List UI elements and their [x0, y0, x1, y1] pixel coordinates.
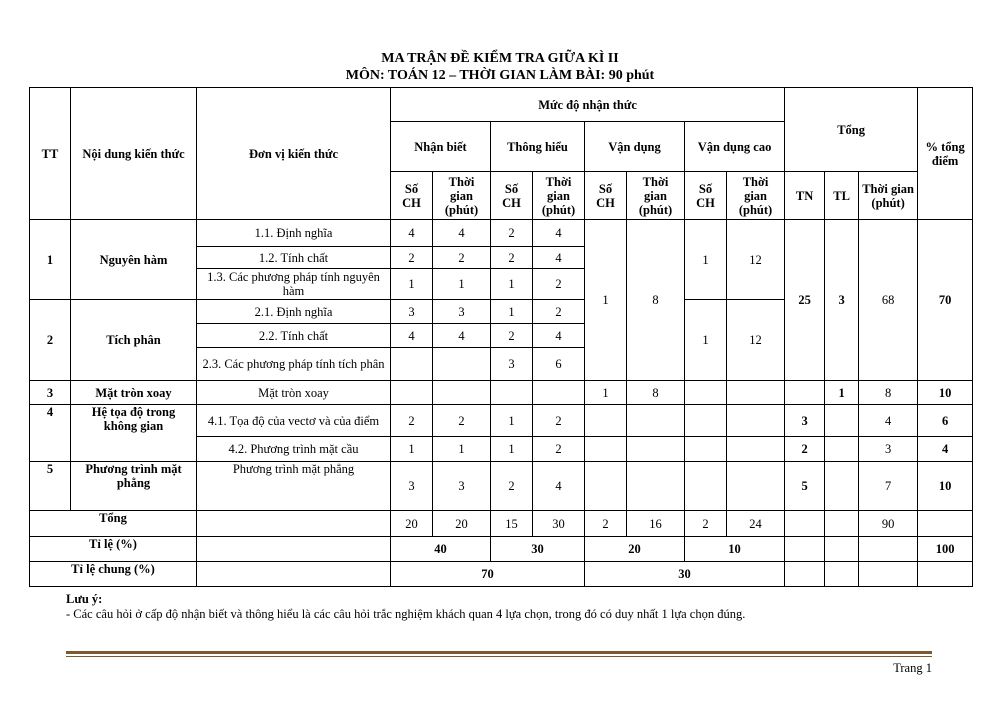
table-row	[30, 381, 973, 405]
row-unit: 1.1. Định nghĩa	[197, 220, 391, 247]
cell-pct: 4	[918, 437, 973, 462]
row-unit: 4.2. Phương trình mặt cầu	[197, 437, 391, 462]
header-time-total: Thời gian (phút)	[859, 172, 918, 220]
row-unit: 1.2. Tính chất	[197, 247, 391, 269]
cell-time: 68	[859, 220, 918, 381]
row-tt: 3	[30, 381, 71, 405]
cell-time: 8	[859, 381, 918, 405]
row-tt: 1	[30, 220, 71, 300]
header-th-soch: Số CH	[491, 172, 533, 220]
row-content: Nguyên hàm	[71, 220, 197, 300]
header-pct: % tổng điểm	[918, 88, 973, 220]
cell-pct: 10	[918, 462, 973, 511]
ratio-pct: 100	[918, 537, 973, 562]
cell-nb-t: 1	[433, 269, 491, 300]
cell-nb-t	[433, 348, 491, 381]
footer-rule-thin	[66, 656, 932, 657]
cell-time: 4	[859, 405, 918, 437]
total-th-t: 30	[533, 511, 585, 537]
total-th-ch: 15	[491, 511, 533, 537]
assessment-matrix-table	[29, 87, 973, 587]
cell-tn: 25	[785, 220, 825, 381]
header-th: Thông hiểu	[491, 122, 585, 172]
cell-pct: 10	[918, 381, 973, 405]
header-unit: Đơn vị kiến thức	[197, 88, 391, 220]
cell-th-t: 2	[533, 405, 585, 437]
row-content: Tích phân	[71, 300, 197, 381]
cell-th-t: 2	[533, 269, 585, 300]
header-nb-time: Thời gian (phút)	[433, 172, 491, 220]
row-content: Phương trình mặt phẳng	[71, 462, 197, 511]
cell-th-t: 4	[533, 220, 585, 247]
cell-nb-ch: 2	[391, 247, 433, 269]
cell-nb-t: 3	[433, 462, 491, 511]
notes-line: - Các câu hỏi ở cấp độ nhận biết và thông hiểu là các câu hỏi trắc nghiệm khách quan 4 lựa chọn, trong đó có duy nhất 1 lựa chọn đúng.	[66, 607, 746, 621]
cell-nb-t: 4	[433, 324, 491, 348]
cell-th-ch: 1	[491, 405, 533, 437]
total-vd-t: 16	[627, 511, 685, 537]
cell-vdc-ch: 1	[685, 220, 727, 300]
cell-vdc-ch: 1	[685, 300, 727, 381]
total-nb-ch: 20	[391, 511, 433, 537]
total-vdc-ch: 2	[685, 511, 727, 537]
cell-tl: 3	[825, 220, 859, 381]
cell-th-ch: 1	[491, 269, 533, 300]
row-unit: 1.3. Các phương pháp tính nguyên hàm	[197, 269, 391, 300]
cell-nb-t: 1	[433, 437, 491, 462]
header-vdc: Vận dụng cao	[685, 122, 785, 172]
ratio-label: Tỉ lệ (%)	[30, 537, 197, 562]
cell-vd-ch: 1	[585, 220, 627, 381]
header-vdc-time: Thời gian (phút)	[727, 172, 785, 220]
cell-vd-ch: 1	[585, 381, 627, 405]
cell-th-ch: 1	[491, 300, 533, 324]
table-row	[30, 220, 973, 247]
header-tl: TL	[825, 172, 859, 220]
total-nb-t: 20	[433, 511, 491, 537]
header-nb-soch: Số CH	[391, 172, 433, 220]
footer-rule	[66, 651, 932, 654]
table-row	[30, 405, 973, 437]
row-content: Mặt tròn xoay	[71, 381, 197, 405]
total-vd-ch: 2	[585, 511, 627, 537]
cell-nb-ch: 2	[391, 405, 433, 437]
row-content: Hệ tọa độ trong không gian	[71, 405, 197, 462]
document-title: MA TRẬN ĐỀ KIỂM TRA GIỮA KÌ II	[381, 51, 619, 66]
ratio-general-label: Tỉ lệ chung (%)	[30, 562, 197, 587]
row-tt: 5	[30, 462, 71, 511]
cell-pct: 70	[918, 220, 973, 381]
header-vd-soch: Số CH	[585, 172, 627, 220]
total-vdc-t: 24	[727, 511, 785, 537]
cell-pct: 6	[918, 405, 973, 437]
row-unit: Phương trình mặt phẳng	[197, 462, 391, 511]
row-unit: 2.1. Định nghĩa	[197, 300, 391, 324]
document-subtitle: MÔN: TOÁN 12 – THỜI GIAN LÀM BÀI: 90 phút	[345, 68, 655, 83]
header-vd: Vận dụng	[585, 122, 685, 172]
header-tn: TN	[785, 172, 825, 220]
cell-th-t: 6	[533, 348, 585, 381]
cell-nb-ch: 1	[391, 269, 433, 300]
row-unit: 2.2. Tính chất	[197, 324, 391, 348]
cell-nb-ch	[391, 348, 433, 381]
cell-nb-ch: 1	[391, 437, 433, 462]
total-time: 90	[859, 511, 918, 537]
cell-nb-ch: 4	[391, 324, 433, 348]
header-nb: Nhận biết	[391, 122, 491, 172]
ratio-general-b: 30	[585, 562, 785, 587]
cell-time: 3	[859, 437, 918, 462]
cell-th-ch: 2	[491, 324, 533, 348]
cell-vd-t: 8	[627, 220, 685, 381]
table-row	[30, 462, 973, 511]
cell-nb-ch: 4	[391, 220, 433, 247]
notes-title: Lưu ý:	[66, 592, 103, 606]
cell-th-t: 2	[533, 300, 585, 324]
totals-row	[30, 511, 973, 537]
cell-th-ch: 1	[491, 437, 533, 462]
cell-th-ch: 3	[491, 348, 533, 381]
notes	[66, 592, 745, 622]
ratio-vd: 20	[585, 537, 685, 562]
row-tt: 2	[30, 300, 71, 381]
row-unit: 4.1. Tọa độ của vectơ và của điểm	[197, 405, 391, 437]
ratio-vdc: 10	[685, 537, 785, 562]
header-vdc-soch: Số CH	[685, 172, 727, 220]
cell-time: 7	[859, 462, 918, 511]
ratio-general-row	[30, 562, 973, 587]
cell-tn: 3	[785, 405, 825, 437]
cell-nb-t: 3	[433, 300, 491, 324]
header-total: Tổng	[785, 88, 918, 172]
cell-th-ch: 2	[491, 462, 533, 511]
cell-tn: 5	[785, 462, 825, 511]
cell-th-t: 2	[533, 437, 585, 462]
header-th-time: Thời gian (phút)	[533, 172, 585, 220]
cell-nb-ch: 3	[391, 300, 433, 324]
cell-vd-t: 8	[627, 381, 685, 405]
cell-nb-ch: 3	[391, 462, 433, 511]
cell-th-ch: 2	[491, 247, 533, 269]
header-levels: Mức độ nhận thức	[391, 88, 785, 122]
cell-vdc-t: 12	[727, 300, 785, 381]
ratio-general-a: 70	[391, 562, 585, 587]
cell-th-t: 4	[533, 247, 585, 269]
page-number: Trang 1	[893, 661, 932, 675]
ratio-th: 30	[491, 537, 585, 562]
header-vd-time: Thời gian (phút)	[627, 172, 685, 220]
cell-vdc-t: 12	[727, 220, 785, 300]
cell-th-t: 4	[533, 462, 585, 511]
header-row-1	[30, 88, 973, 122]
totals-label: Tổng	[30, 511, 197, 537]
header-content: Nội dung kiến thức	[71, 88, 197, 220]
cell-nb-t: 2	[433, 405, 491, 437]
cell-th-ch: 2	[491, 220, 533, 247]
ratio-nb: 40	[391, 537, 491, 562]
cell-th-t: 4	[533, 324, 585, 348]
cell-tn: 2	[785, 437, 825, 462]
row-unit: 2.3. Các phương pháp tính tích phân	[197, 348, 391, 381]
cell-nb-t: 4	[433, 220, 491, 247]
row-tt: 4	[30, 405, 71, 462]
cell-tl: 1	[825, 381, 859, 405]
header-tt: TT	[30, 88, 71, 220]
row-unit: Mặt tròn xoay	[197, 381, 391, 405]
ratio-row	[30, 537, 973, 562]
cell-nb-t: 2	[433, 247, 491, 269]
